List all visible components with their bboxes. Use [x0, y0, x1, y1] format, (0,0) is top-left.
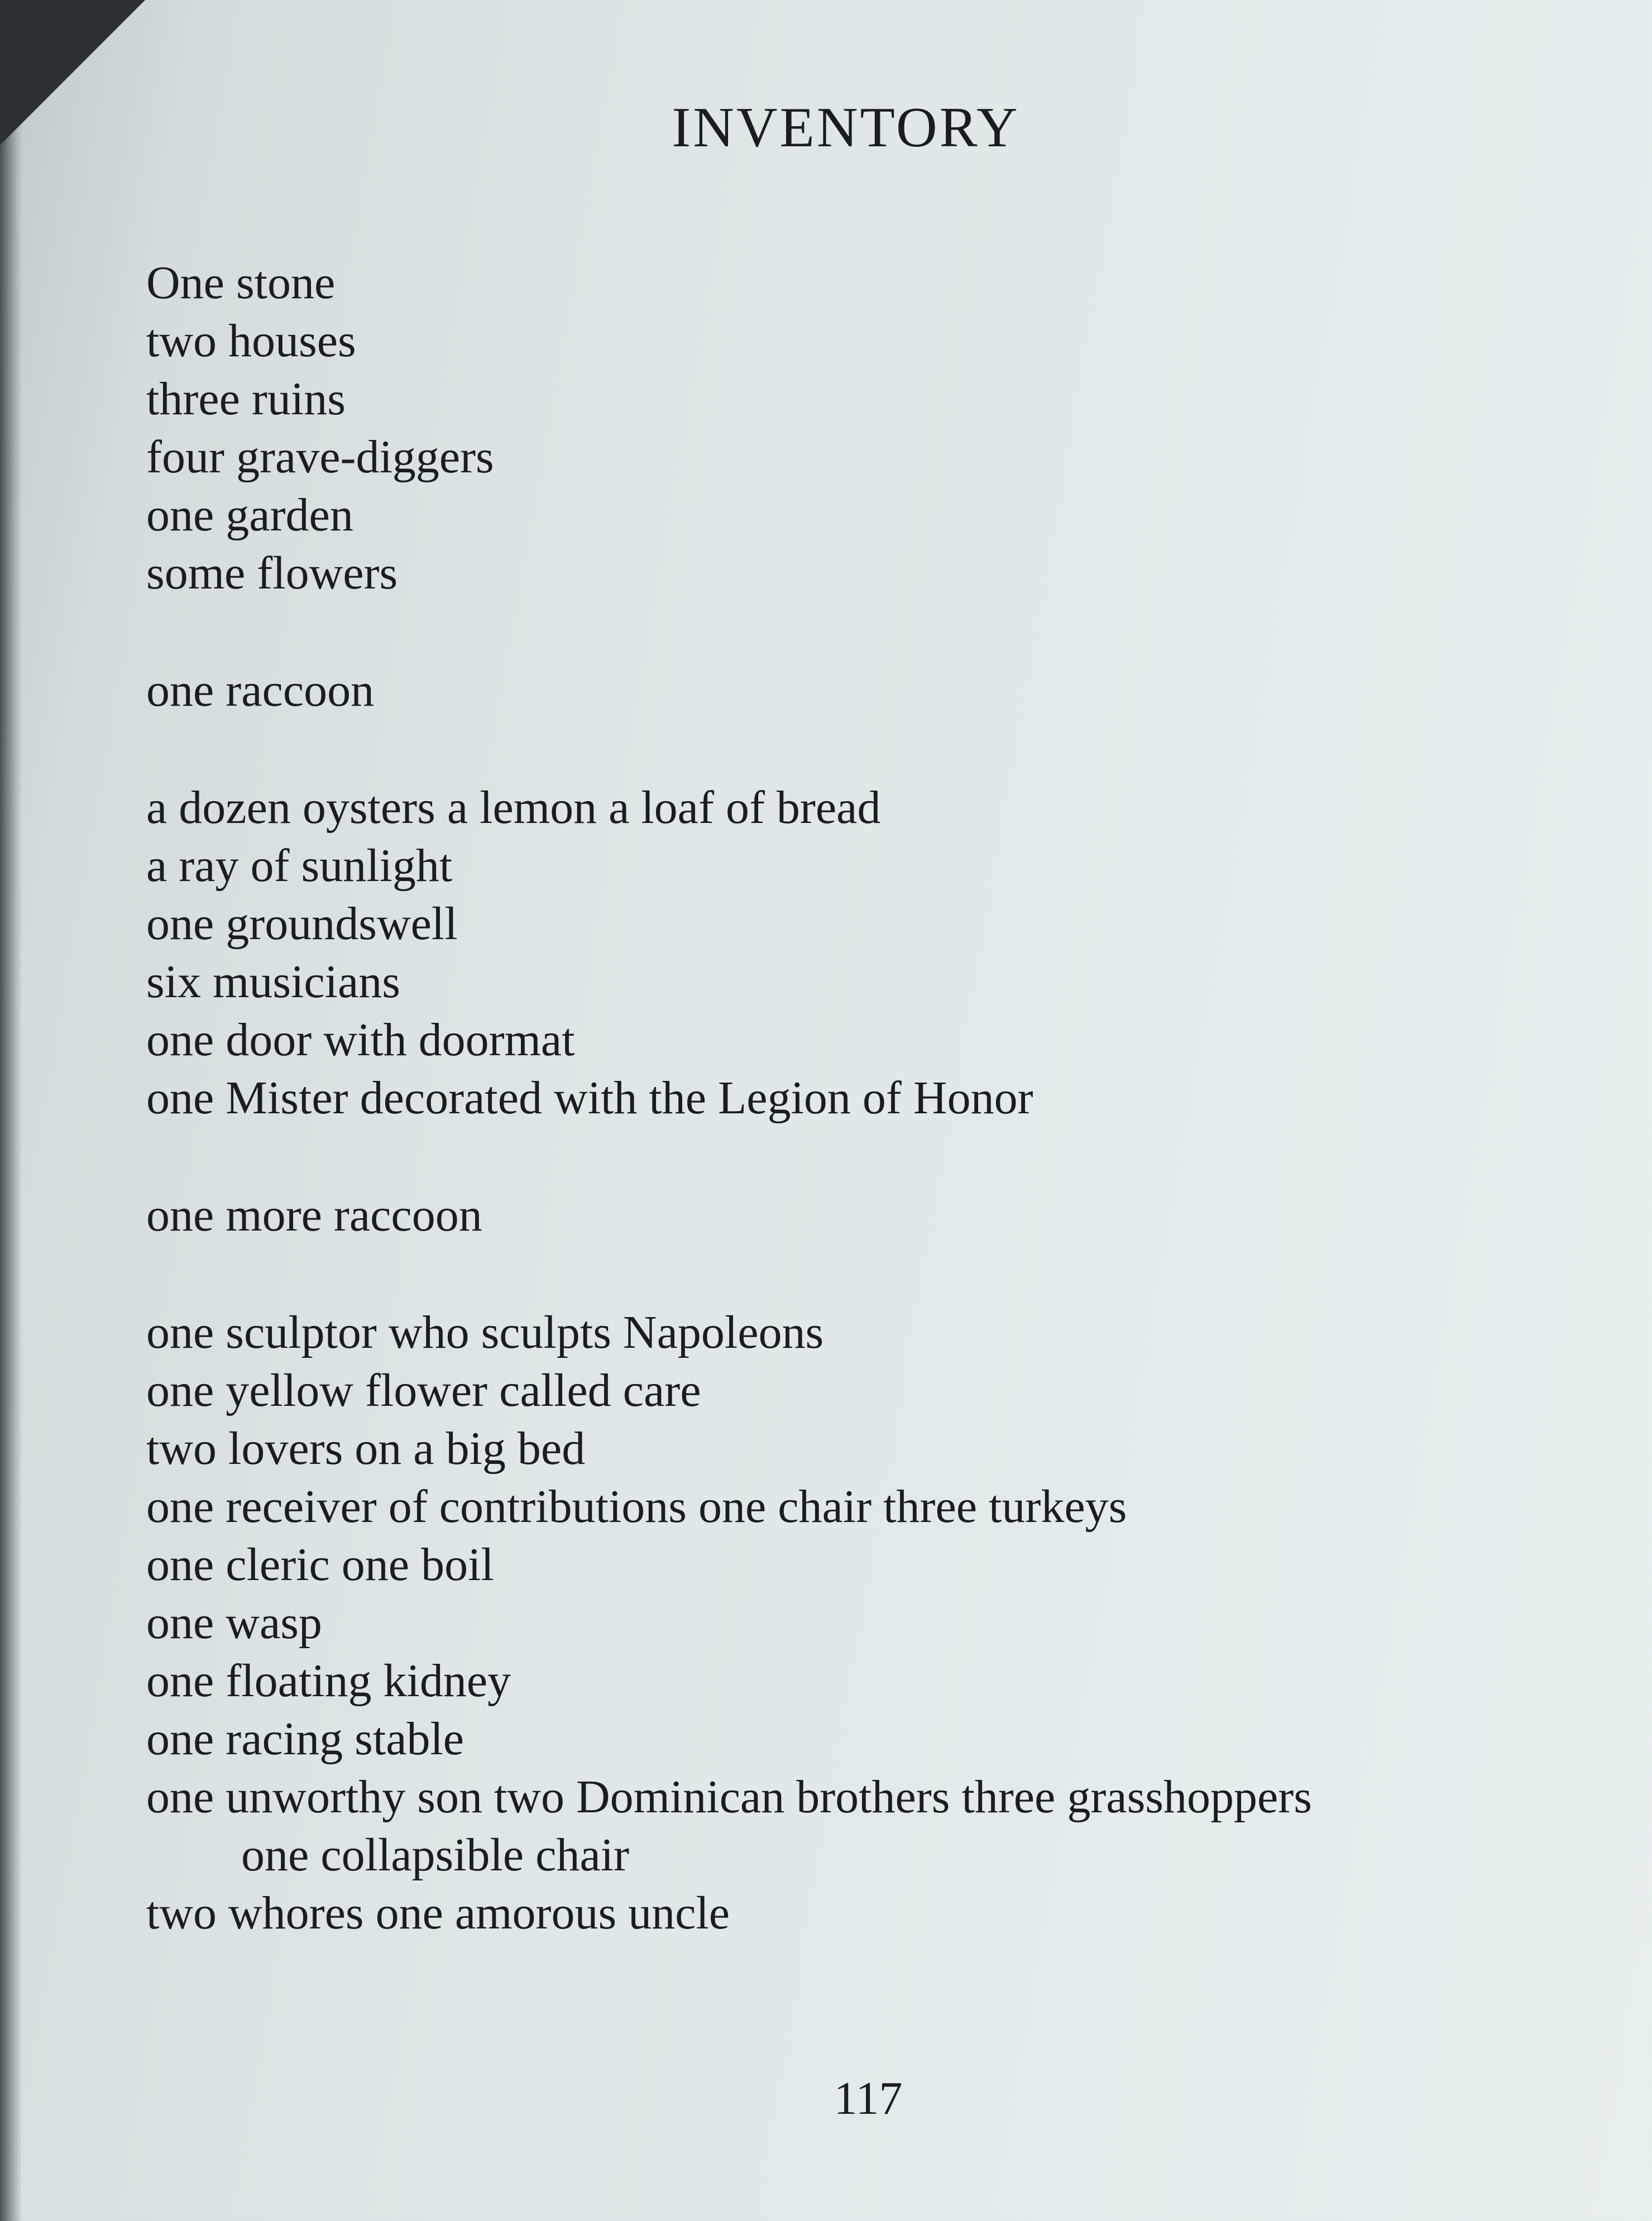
poem-line: two houses — [146, 315, 356, 367]
poem-line: some flowers — [146, 547, 398, 599]
poem-line: One stone — [146, 257, 336, 309]
poem-line: one racing stable — [146, 1713, 465, 1765]
poem-line-continuation: one collapsible chair — [241, 1829, 630, 1881]
poem-line: one cleric one boil — [146, 1539, 494, 1591]
poem-line: one garden — [146, 489, 353, 541]
poem-line: a ray of sunlight — [146, 840, 453, 892]
page-number: 117 — [834, 2072, 903, 2124]
poem-body — [146, 254, 1542, 1942]
poem-line: one wasp — [146, 1597, 322, 1649]
poem-line: a dozen oysters a lemon a loaf of bread — [146, 782, 881, 834]
poem-line: one sculptor who sculpts Napoleons — [146, 1306, 824, 1358]
poem-line: one floating kidney — [146, 1655, 511, 1707]
poem-line: four grave-diggers — [146, 431, 494, 483]
poem-line: two lovers on a big bed — [146, 1423, 586, 1475]
stanza-break — [146, 602, 1542, 662]
poem-line: one door with doormat — [146, 1014, 575, 1066]
poem-line: one raccoon — [146, 664, 375, 716]
stanza — [146, 779, 1542, 1127]
poem-line: one more raccoon — [146, 1189, 482, 1241]
stanza — [146, 254, 1542, 602]
poem-title: INVENTORY — [672, 96, 1020, 159]
poem-line: one Mister decorated with the Legion of Honor — [146, 1072, 1033, 1124]
poem-line: six musicians — [146, 956, 400, 1008]
stanza — [146, 662, 1542, 720]
poem-line: one unworthy son two Dominican brothers three grasshoppers — [146, 1771, 1312, 1823]
poem-line: one yellow flower called care — [146, 1365, 701, 1416]
poem-line: two whores one amorous uncle — [146, 1887, 730, 1939]
stanza — [146, 1186, 1542, 1244]
stanza — [146, 1304, 1542, 1942]
stanza-break — [146, 1127, 1542, 1186]
page-gutter-shadow — [0, 0, 22, 2221]
poem-line: one groundswell — [146, 898, 458, 950]
stanza-break — [146, 720, 1542, 779]
stanza-break — [146, 1244, 1542, 1304]
poem-line: three ruins — [146, 373, 346, 425]
poem-line: one receiver of contributions one chair three turkeys — [146, 1481, 1127, 1533]
